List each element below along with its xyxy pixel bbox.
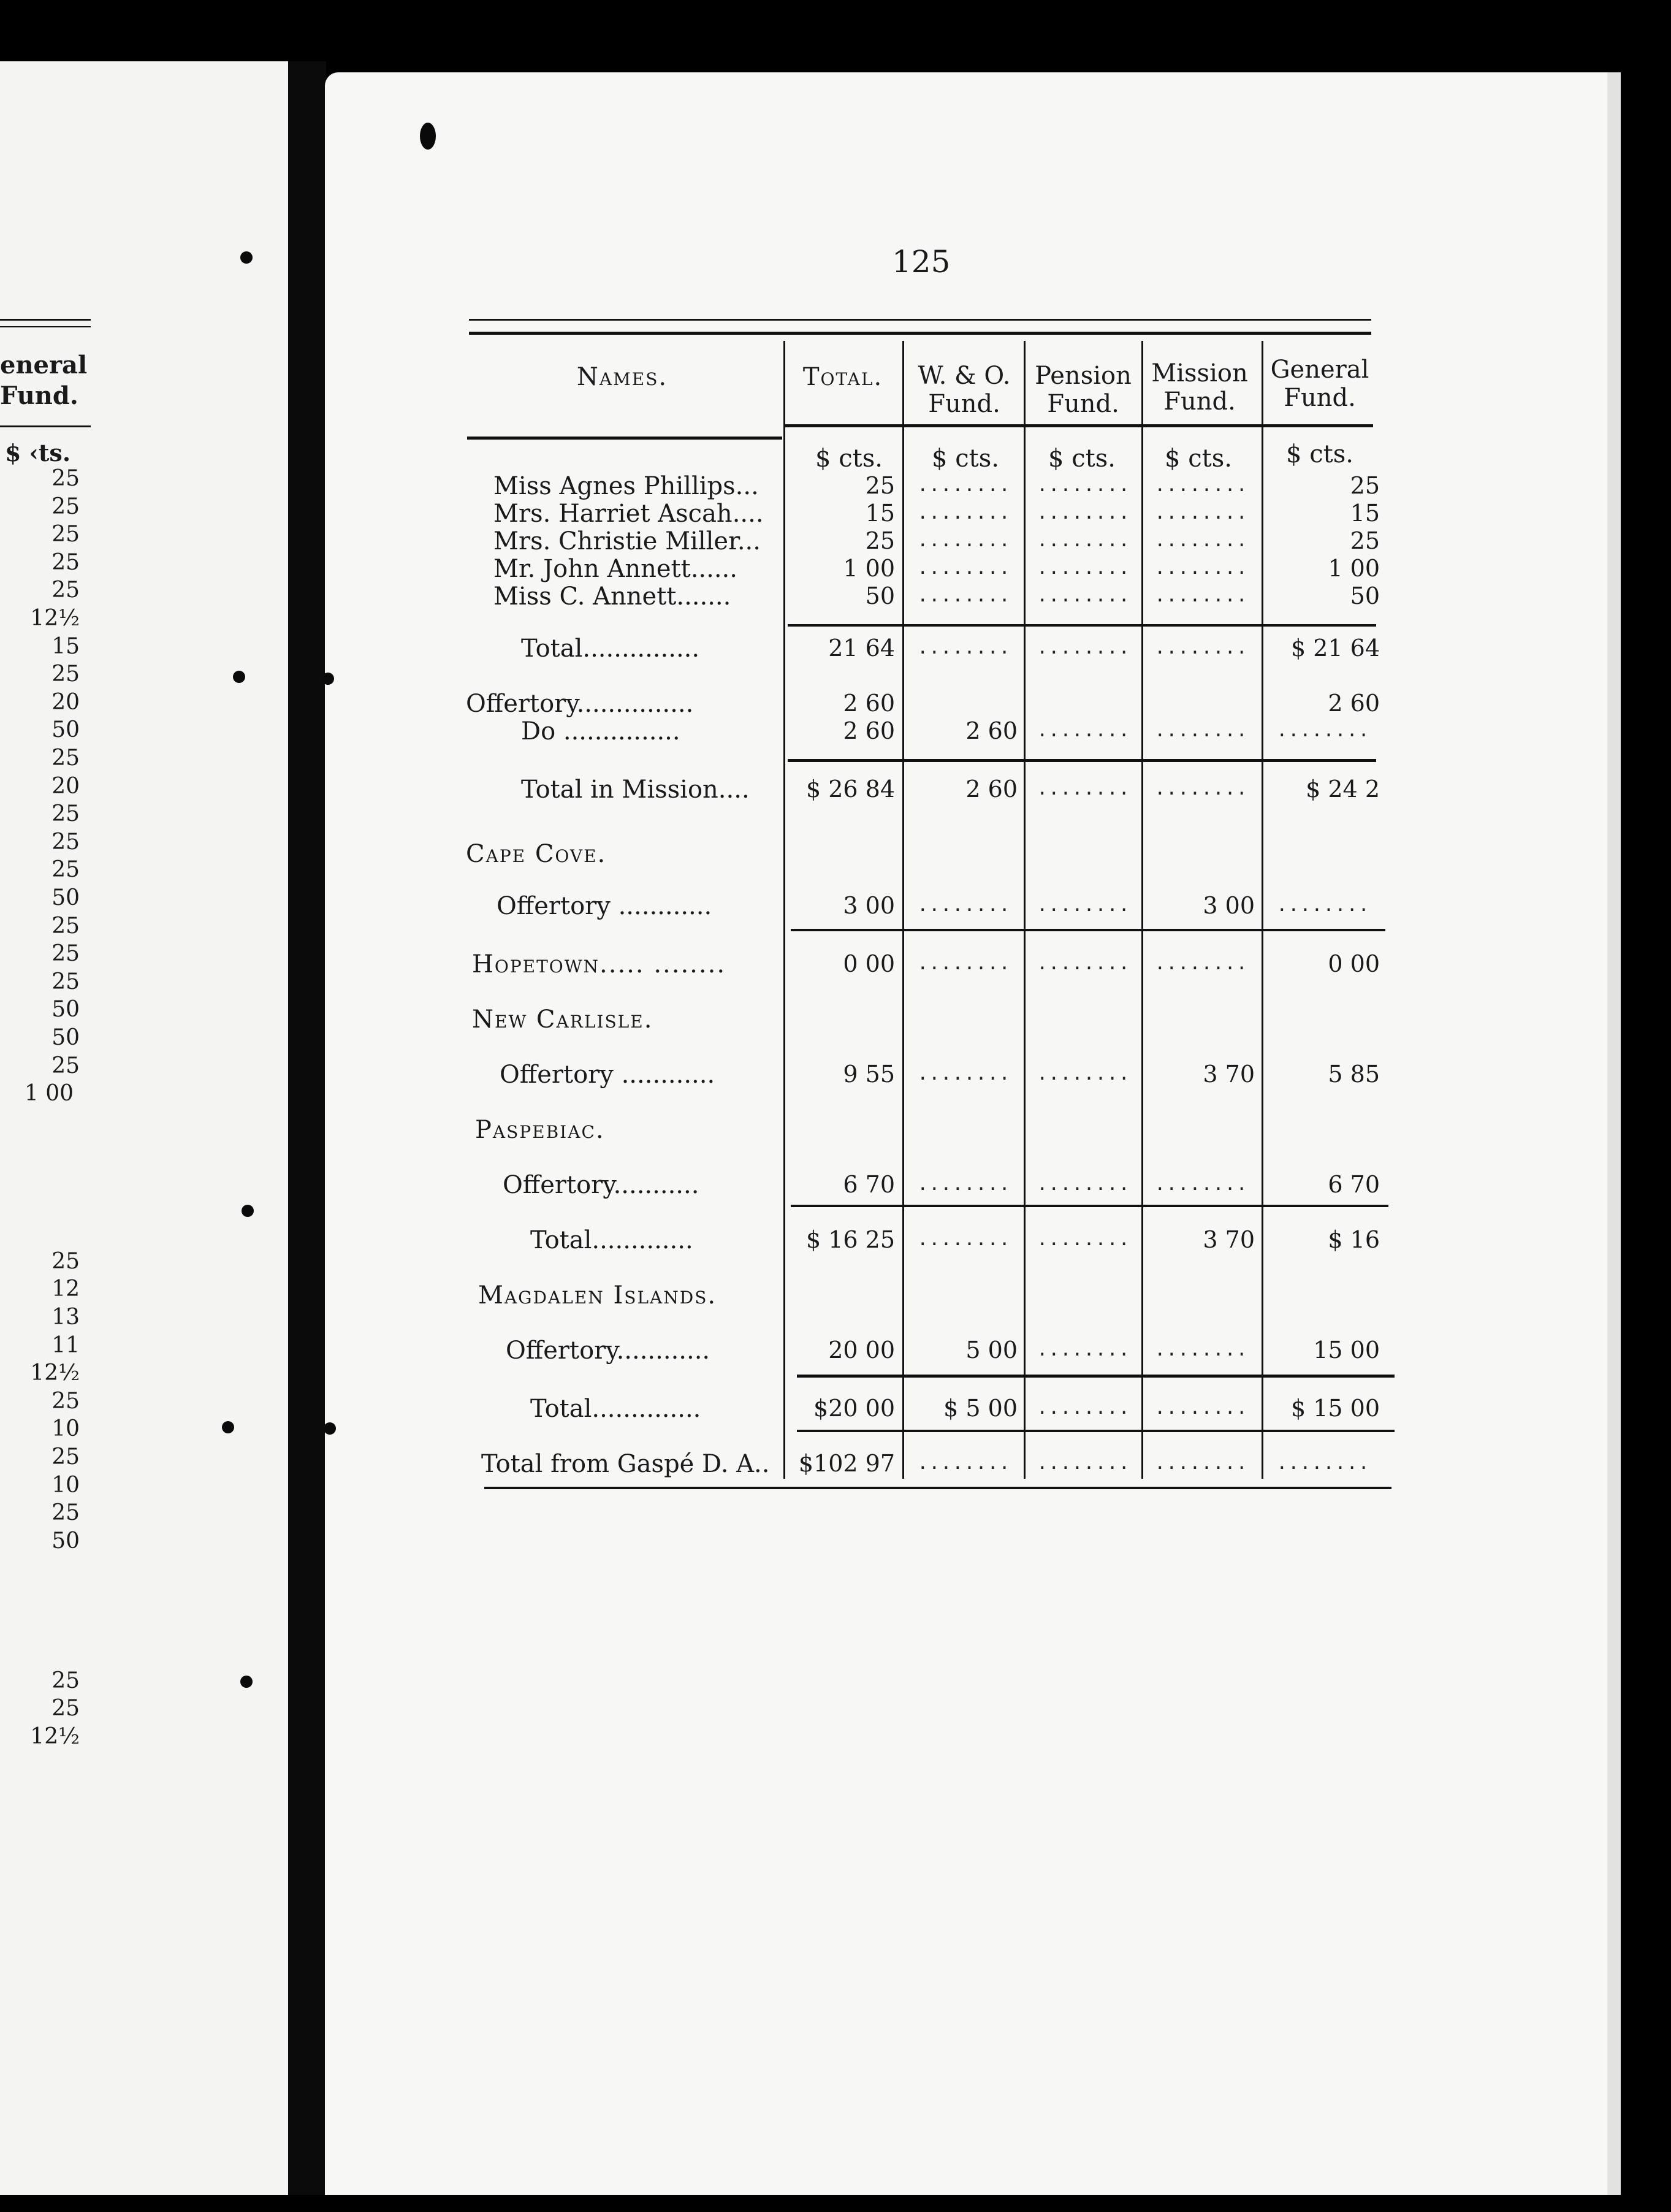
subtotal-rule — [797, 1375, 1395, 1378]
header-mission-line2: Fund. — [1163, 387, 1236, 416]
cell-pension: ........ — [1037, 1397, 1130, 1419]
cell-wo: 5 00 — [965, 1337, 1018, 1363]
book-gutter — [288, 61, 326, 2195]
row-name: Total from Gaspé D. A.. — [481, 1450, 770, 1478]
table-rule-top — [469, 319, 1371, 321]
binding-hole — [324, 1422, 336, 1435]
left-header-line2: Fund. — [0, 381, 78, 410]
cell-total: $102 97 — [798, 1450, 895, 1477]
left-value: 12½ — [30, 1724, 80, 1749]
cell-total: $ 26 84 — [805, 776, 895, 803]
cell-mission: ........ — [1154, 475, 1248, 496]
table-rule-header-right — [785, 424, 1373, 427]
row-name: Hopetown..... ........ — [472, 950, 726, 978]
left-value: 25 — [51, 494, 80, 519]
cell-general: 25 — [1350, 472, 1380, 499]
cell-pension: ........ — [1037, 1173, 1130, 1195]
units-total: $ cts. — [815, 444, 883, 473]
cell-total: 2 60 — [843, 690, 895, 717]
header-mission-line1: Mission — [1151, 359, 1248, 387]
column-divider — [1141, 341, 1143, 1479]
units-wo: $ cts. — [932, 444, 999, 473]
left-value: 25 — [51, 1444, 80, 1470]
header-pension-line2: Fund. — [1047, 390, 1119, 418]
row-name: Offertory ............ — [500, 1061, 715, 1089]
binding-hole — [240, 251, 253, 264]
cell-mission: ........ — [1154, 1339, 1248, 1360]
row-name: Total............... — [521, 635, 700, 663]
cell-general: 6 70 — [1328, 1171, 1380, 1198]
cell-general: 15 00 — [1313, 1337, 1380, 1363]
column-divider — [783, 341, 785, 1479]
binding-hole — [242, 1205, 254, 1217]
table-rule-bottom — [484, 1487, 1391, 1489]
left-value: 50 — [51, 997, 80, 1023]
cell-general: 2 60 — [1328, 690, 1380, 717]
subtotal-rule — [788, 624, 1376, 627]
row-name: Total.............. — [530, 1395, 701, 1423]
row-name: Magdalen Islands. — [478, 1281, 717, 1310]
cell-total: 25 — [865, 472, 895, 499]
page-edge — [1607, 72, 1621, 2195]
cell-general: $ 24 2 — [1306, 776, 1380, 803]
left-value: 25 — [51, 578, 80, 603]
header-general-line2: Fund. — [1284, 384, 1356, 412]
row-name: Cape Cove. — [466, 840, 607, 868]
cell-mission: ........ — [1154, 953, 1248, 974]
left-value: 50 — [51, 1528, 80, 1554]
cell-general: $ 21 64 — [1290, 635, 1380, 662]
row-name: Paspebiac. — [475, 1116, 605, 1144]
cell-wo: ........ — [917, 502, 1011, 524]
cell-wo: 2 60 — [965, 717, 1018, 744]
cell-general: 1 00 — [1328, 555, 1380, 582]
cell-total: 6 70 — [843, 1171, 895, 1198]
cell-mission: ........ — [1154, 557, 1248, 579]
left-value: 25 — [51, 746, 80, 771]
header-wo-line1: W. & O. — [918, 362, 1011, 390]
cell-total: 15 — [865, 500, 895, 527]
cell-mission: ........ — [1154, 1173, 1248, 1195]
left-value: 12½ — [30, 606, 80, 631]
cell-general: ........ — [1276, 894, 1370, 916]
row-name: New Carlisle. — [472, 1005, 653, 1034]
left-value: 25 — [51, 1500, 80, 1526]
cell-mission: ........ — [1154, 720, 1248, 741]
left-value: 25 — [51, 801, 80, 827]
cell-wo: ........ — [917, 1173, 1011, 1195]
subtotal-rule — [788, 759, 1376, 762]
cell-mission: ........ — [1154, 778, 1248, 799]
cell-wo: ........ — [917, 894, 1011, 916]
cell-general: $ 15 00 — [1290, 1395, 1380, 1422]
binding-hole — [322, 673, 334, 685]
left-value: 50 — [51, 717, 80, 743]
cell-total: 1 00 — [843, 555, 895, 582]
units-mission: $ cts. — [1165, 444, 1232, 473]
cell-wo: ........ — [917, 637, 1011, 658]
cell-wo: ........ — [917, 585, 1011, 606]
left-rule-header — [0, 425, 91, 427]
header-mission-fund — [1141, 359, 1258, 416]
header-general-fund — [1262, 356, 1378, 412]
cell-pension: ........ — [1037, 637, 1130, 658]
cell-pension: ........ — [1037, 585, 1130, 606]
cell-pension: ........ — [1037, 953, 1130, 974]
left-value: 11 — [51, 1332, 80, 1358]
header-total: Total. — [802, 363, 883, 391]
cell-pension: ........ — [1037, 1229, 1130, 1250]
left-value: 50 — [51, 885, 80, 910]
cell-pension: ........ — [1037, 1339, 1130, 1360]
cell-pension: ........ — [1037, 502, 1130, 524]
cell-mission: ........ — [1154, 1397, 1248, 1419]
cell-mission: ........ — [1154, 502, 1248, 524]
row-name: Offertory............... — [466, 690, 694, 718]
cell-general: 0 00 — [1328, 950, 1380, 977]
cell-pension: ........ — [1037, 1452, 1130, 1474]
cell-total: 2 60 — [843, 717, 895, 744]
cell-mission: ........ — [1154, 530, 1248, 551]
cell-wo: ........ — [917, 530, 1011, 551]
cell-pension: ........ — [1037, 1063, 1130, 1085]
cell-total: 20 00 — [828, 1337, 895, 1363]
cell-pension: ........ — [1037, 720, 1130, 741]
left-value: 25 — [51, 1248, 80, 1274]
header-wo-fund — [906, 362, 1022, 418]
units-pension: $ cts. — [1048, 444, 1116, 473]
cell-mission: ........ — [1154, 585, 1248, 606]
cell-wo: ........ — [917, 953, 1011, 974]
left-value: 25 — [51, 1696, 80, 1722]
left-value: 13 — [51, 1305, 80, 1330]
cell-general: 5 85 — [1328, 1061, 1380, 1088]
left-value: 12½ — [30, 1360, 80, 1386]
binding-hole — [233, 671, 245, 683]
table-rule-top-2 — [469, 332, 1371, 335]
cell-pension: ........ — [1037, 778, 1130, 799]
header-names: Names. — [576, 363, 668, 391]
left-value: 15 — [51, 633, 80, 659]
left-value: 12 — [51, 1276, 80, 1302]
cell-total: 21 64 — [828, 635, 895, 662]
cell-pension: ........ — [1037, 894, 1130, 916]
cell-general: ........ — [1276, 1452, 1370, 1474]
units-general: $ cts. — [1286, 440, 1353, 468]
cell-general: 50 — [1350, 582, 1380, 609]
row-name: Do ............... — [521, 717, 680, 746]
cell-pension: ........ — [1037, 557, 1130, 579]
cell-mission: 3 00 — [1203, 892, 1255, 919]
row-name: Miss C. Annett....... — [493, 582, 731, 611]
row-name: Mrs. Christie Miller... — [493, 527, 761, 555]
subtotal-rule — [797, 1430, 1395, 1432]
cell-wo: ........ — [917, 1229, 1011, 1250]
cell-total: $20 00 — [813, 1395, 895, 1422]
row-name: Mrs. Harriet Ascah.... — [493, 500, 764, 528]
cell-total: 50 — [865, 582, 895, 609]
row-name: Offertory ............ — [497, 892, 712, 920]
left-value: 25 — [51, 941, 80, 967]
left-value: 25 — [51, 969, 80, 994]
left-value: 25 — [51, 522, 80, 547]
left-rule-top-2 — [0, 326, 91, 327]
left-value: 25 — [51, 857, 80, 883]
cell-mission: ........ — [1154, 1452, 1248, 1474]
left-value: 25 — [51, 466, 80, 491]
row-name: Mr. John Annett...... — [493, 555, 737, 583]
cell-total: 9 55 — [843, 1061, 895, 1088]
row-name: Offertory............ — [506, 1337, 710, 1365]
left-value: 20 — [51, 773, 80, 799]
cell-mission: ........ — [1154, 637, 1248, 658]
row-name: Total............. — [530, 1226, 693, 1254]
left-value: 10 — [51, 1472, 80, 1498]
cell-general: 25 — [1350, 527, 1380, 554]
header-pension-fund — [1025, 362, 1141, 418]
left-value: 25 — [51, 1668, 80, 1693]
left-value: 25 — [51, 662, 80, 687]
page-number: 125 — [892, 244, 951, 280]
subtotal-rule — [791, 929, 1385, 931]
cell-total: 3 00 — [843, 892, 895, 919]
cell-mission: 3 70 — [1203, 1061, 1255, 1088]
binding-hole — [222, 1421, 234, 1433]
column-divider — [902, 341, 904, 1479]
table-rule-header — [467, 437, 782, 440]
left-value: 1 00 — [24, 1081, 74, 1107]
cell-wo: 2 60 — [965, 776, 1018, 803]
left-value: 10 — [51, 1416, 80, 1442]
cell-total: $ 16 25 — [805, 1226, 895, 1253]
binding-hole — [240, 1676, 253, 1688]
cell-general: 15 — [1350, 500, 1380, 527]
subtotal-rule — [791, 1205, 1388, 1207]
cell-wo: ........ — [917, 475, 1011, 496]
left-header-line1: eneral — [0, 351, 88, 379]
cell-wo: ........ — [917, 557, 1011, 579]
cell-wo: $ 5 00 — [943, 1395, 1018, 1422]
cell-total: 25 — [865, 527, 895, 554]
left-value: 25 — [51, 549, 80, 575]
cell-general: ........ — [1276, 720, 1370, 741]
cell-mission: 3 70 — [1203, 1226, 1255, 1253]
column-divider — [1262, 341, 1263, 1479]
header-general-line1: General — [1270, 356, 1369, 384]
left-value: 25 — [51, 829, 80, 855]
binding-hole — [420, 123, 436, 150]
left-value: 50 — [51, 1025, 80, 1050]
left-value: 25 — [51, 913, 80, 939]
row-name: Total in Mission.... — [521, 776, 750, 804]
row-name: Offertory........... — [503, 1171, 699, 1199]
header-wo-line2: Fund. — [928, 390, 1000, 418]
cell-total: 0 00 — [843, 950, 895, 977]
cell-pension: ........ — [1037, 530, 1130, 551]
cell-pension: ........ — [1037, 475, 1130, 496]
cell-wo: ........ — [917, 1452, 1011, 1474]
cell-general: $ 16 — [1328, 1226, 1380, 1253]
left-rule-top — [0, 319, 91, 321]
row-name: Miss Agnes Phillips... — [493, 472, 759, 500]
left-value: 25 — [51, 1388, 80, 1414]
left-value: 20 — [51, 689, 80, 715]
header-pension-line1: Pension — [1035, 362, 1132, 390]
left-value: 25 — [51, 1053, 80, 1078]
column-divider — [1024, 341, 1026, 1479]
cell-wo: ........ — [917, 1063, 1011, 1085]
left-units: $ ‹ts. — [5, 439, 71, 467]
